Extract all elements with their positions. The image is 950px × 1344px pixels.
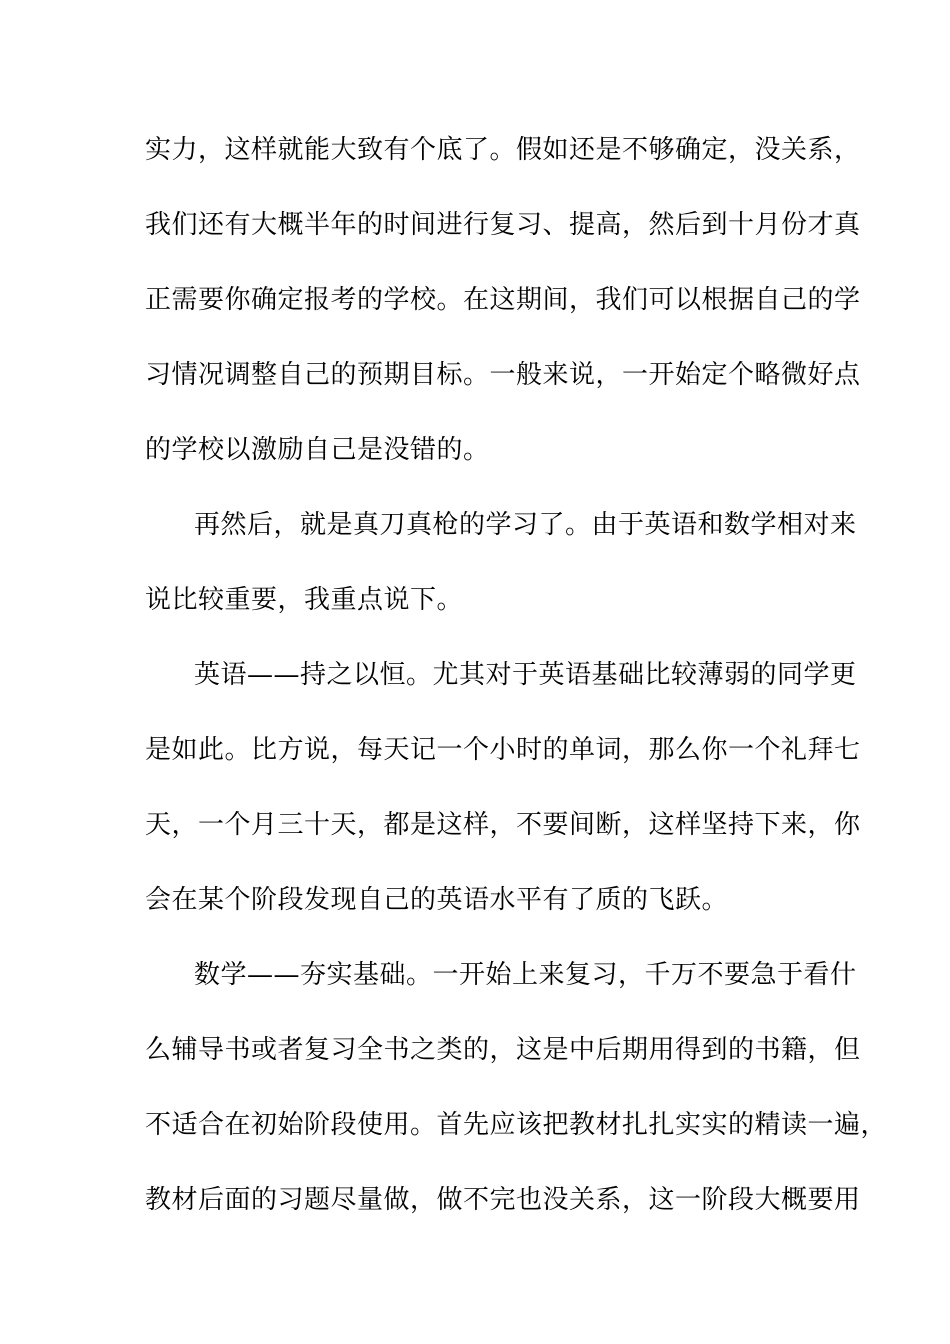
paragraph-start-line-6: 再然后，就是真刀真枪的学习了。由于英语和数学相对来: [194, 510, 857, 540]
text-line-13: 么辅导书或者复习全书之类的，这是中后期用得到的书籍，但: [145, 1035, 861, 1065]
text-line-4: 习情况调整自己的预期目标。一般来说，一开始定个略微好点: [145, 360, 861, 390]
text-line-1: 实力，这样就能大致有个底了。假如还是不够确定，没关系，: [145, 135, 861, 165]
paragraph-start-line-8: 英语——持之以恒。尤其对于英语基础比较薄弱的同学更: [194, 660, 857, 690]
text-line-3: 正需要你确定报考的学校。在这期间，我们可以根据自己的学: [145, 285, 861, 315]
text-line-10: 天，一个月三十天，都是这样，不要间断，这样坚持下来，你: [145, 810, 861, 840]
text-line-14: 不适合在初始阶段使用。首先应该把教材扎扎实实的精读一遍，: [145, 1110, 888, 1140]
text-line-5: 的学校以激励自己是没错的。: [145, 435, 490, 465]
text-line-7: 说比较重要，我重点说下。: [145, 585, 464, 615]
text-line-9: 是如此。比方说，每天记一个小时的单词，那么你一个礼拜七: [145, 735, 861, 765]
text-line-15: 教材后面的习题尽量做，做不完也没关系，这一阶段大概要用: [145, 1185, 861, 1215]
text-line-2: 我们还有大概半年的时间进行复习、提高，然后到十月份才真: [145, 210, 861, 240]
text-line-11: 会在某个阶段发现自己的英语水平有了质的飞跃。: [145, 885, 729, 915]
paragraph-start-line-12: 数学——夯实基础。一开始上来复习，千万不要急于看什: [194, 960, 857, 990]
